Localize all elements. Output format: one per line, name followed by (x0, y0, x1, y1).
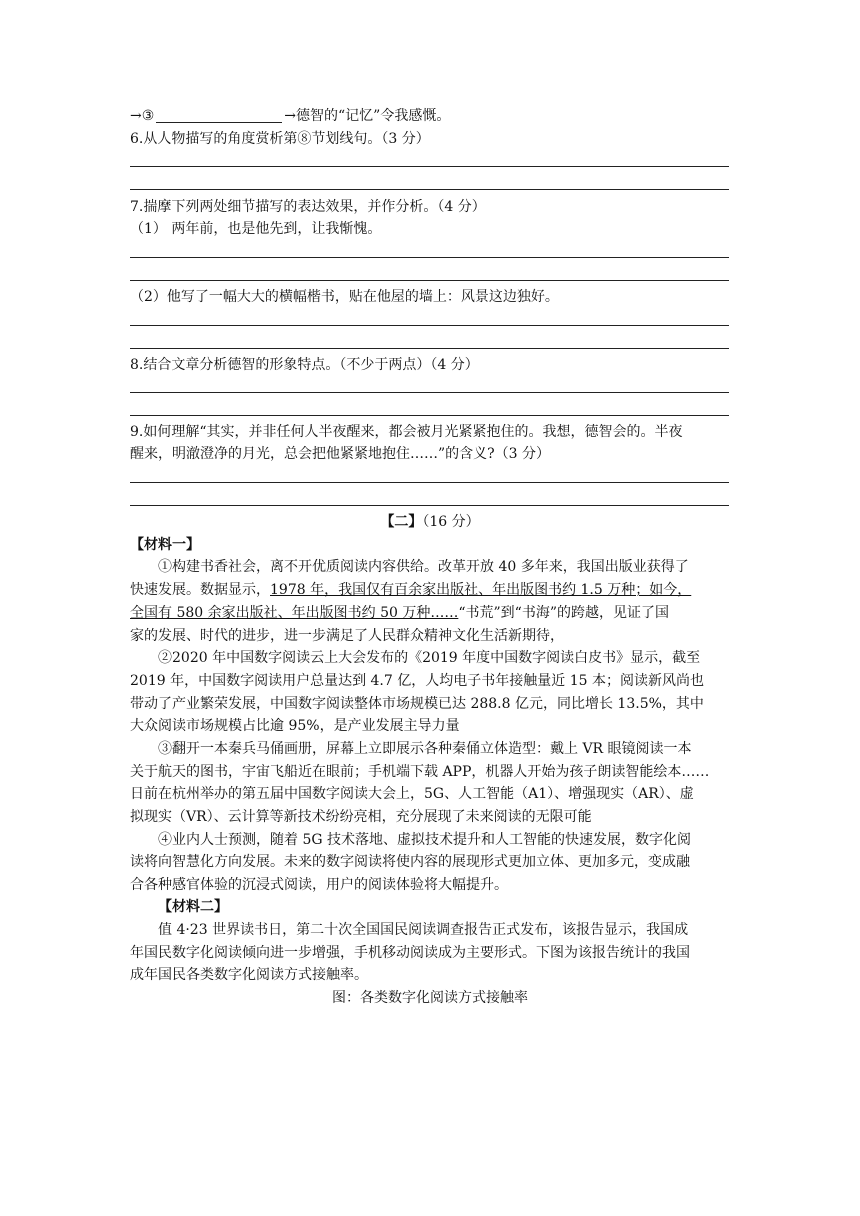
material-1-p4-line-2: 读将向智慧化方向发展。未来的数字阅读将使内容的展现形式更加立体、更加多元，变成融 (130, 854, 690, 870)
material-2-heading: 【材料二】 (158, 899, 228, 915)
material-1-p2-line-4: 大众阅读市场规模占比逾 95%，是产业发展主导力量 (130, 718, 460, 734)
answer-rule[interactable] (130, 280, 729, 281)
material-1-p4-line-1: ④业内人士预测，随着 5G 技术落地、虚拟技术提升和人工智能的快速发展，数字化阅 (158, 832, 691, 848)
material-2-p1-line-3: 成年国民各类数字化阅读方式接触率。 (130, 967, 368, 983)
figure-caption: 图：各类数字化阅读方式接触率 (332, 990, 528, 1006)
material-1-p2-line-2: 2019 年，中国数字阅读用户总量达到 4.7 亿，人均电子书年接触量近 15 本；阅读新风尚也 (130, 673, 704, 689)
answer-rule[interactable] (130, 189, 729, 190)
material-1-p1-line-3 (130, 603, 730, 623)
material-1-p3-line-4: 拟现实（VR）、云计算等新技术纷纷亮相，充分展现了未来阅读的无限可能 (130, 809, 592, 825)
underlined-text: 全国有 580 余家出版社、年出版图书约 50 万种…… (130, 605, 459, 621)
question-8: 8.结合文章分析德智的形象特点。（不少于两点）（4 分） (130, 357, 479, 373)
material-1-p2-line-1: ②2020 年中国数字阅读云上大会发布的《2019 年度中国数字阅读白皮书》显示，截至 (158, 650, 701, 666)
answer-rule[interactable] (130, 325, 729, 326)
question-7-item-1: （1） 两年前，也是他先到，让我惭愧。 (130, 221, 382, 237)
question-7-item-2: （2）他写了一幅大大的横幅楷书，贴在他屋的墙上：风景这边独好。 (130, 289, 559, 305)
q5-suffix: →德智的“记忆”令我感慨。 (284, 108, 451, 124)
section-2-score: （16 分） (422, 514, 480, 530)
underlined-text: 1978 年，我国仅有百余家出版社、年出版图书约 1.5 万种；如今， (270, 582, 692, 598)
question-7: 7.揣摩下列两处细节描写的表达效果，并作分析。（4 分） (130, 199, 486, 215)
section-2-title (130, 512, 730, 532)
answer-rule[interactable] (130, 166, 729, 167)
q5-answer-line (130, 106, 730, 126)
text-span: “书荒”到“书海”的跨越，见证了国 (458, 605, 669, 621)
answer-rule[interactable] (130, 348, 729, 349)
material-1-p2-line-3: 带动了产业繁荣发展，中国数字阅读整体市场规模已达 288.8 亿元，同比增长 13.5%，其中 (130, 696, 704, 712)
q5-prefix: →③ (130, 108, 155, 124)
answer-rule[interactable] (130, 505, 729, 506)
text-span: 快速发展。数据显示， (130, 582, 270, 598)
section-2-label: 【二】 (380, 514, 423, 530)
material-2-p1-line-1: 值 4·23 世界读书日，第二十次全国国民阅读调查报告正式发布，该报告显示，我国成 (158, 922, 689, 938)
answer-rule[interactable] (130, 482, 729, 483)
material-1-p1-line-4: 家的发展、时代的进步，进一步满足了人民群众精神文化生活新期待， (130, 628, 564, 644)
material-1-p1-line-1: ①构建书香社会，离不开优质阅读内容供给。改革开放 40 多年来，我国出版业获得了 (158, 559, 689, 575)
question-6: 6.从人物描写的角度赏析第⑧节划线句。（3 分） (130, 131, 430, 147)
question-9-line-2: 醒来，明澈澄净的月光，总会把他紧紧地抱住……”的含义?（3 分） (130, 446, 551, 462)
material-1-p3-line-3: 日前在杭州举办的第五届中国数字阅读大会上，5G、人工智能（A1）、增强现实（AR）、虚 (130, 786, 694, 802)
material-1-p3-line-1: ③翻开一本秦兵马俑画册，屏幕上立即展示各种秦俑立体造型：戴上 VR 眼镜阅读一本 (158, 741, 692, 757)
answer-blank[interactable] (156, 108, 282, 123)
answer-rule[interactable] (130, 415, 729, 416)
material-2-p1-line-2: 年国民数字化阅读倾向进一步增强，手机移动阅读成为主要形式。下图为该报告统计的我国 (130, 945, 690, 961)
material-1-heading: 【材料一】 (130, 537, 200, 553)
question-9-line-1: 9.如何理解“其实，并非任何人半夜醒来，都会被月光紧紧抱住的。我想，德智会的。半夜 (130, 424, 683, 440)
material-1-p4-line-3: 合各种感官体验的沉浸式阅读，用户的阅读体验将大幅提升。 (130, 877, 508, 893)
material-1-p1-line-2 (130, 580, 730, 600)
answer-rule[interactable] (130, 257, 729, 258)
material-1-p3-line-2: 关于航天的图书，宇宙飞船近在眼前；手机端下载 APP，机器人开始为孩子朗读智能绘本…… (130, 764, 710, 780)
answer-rule[interactable] (130, 392, 729, 393)
